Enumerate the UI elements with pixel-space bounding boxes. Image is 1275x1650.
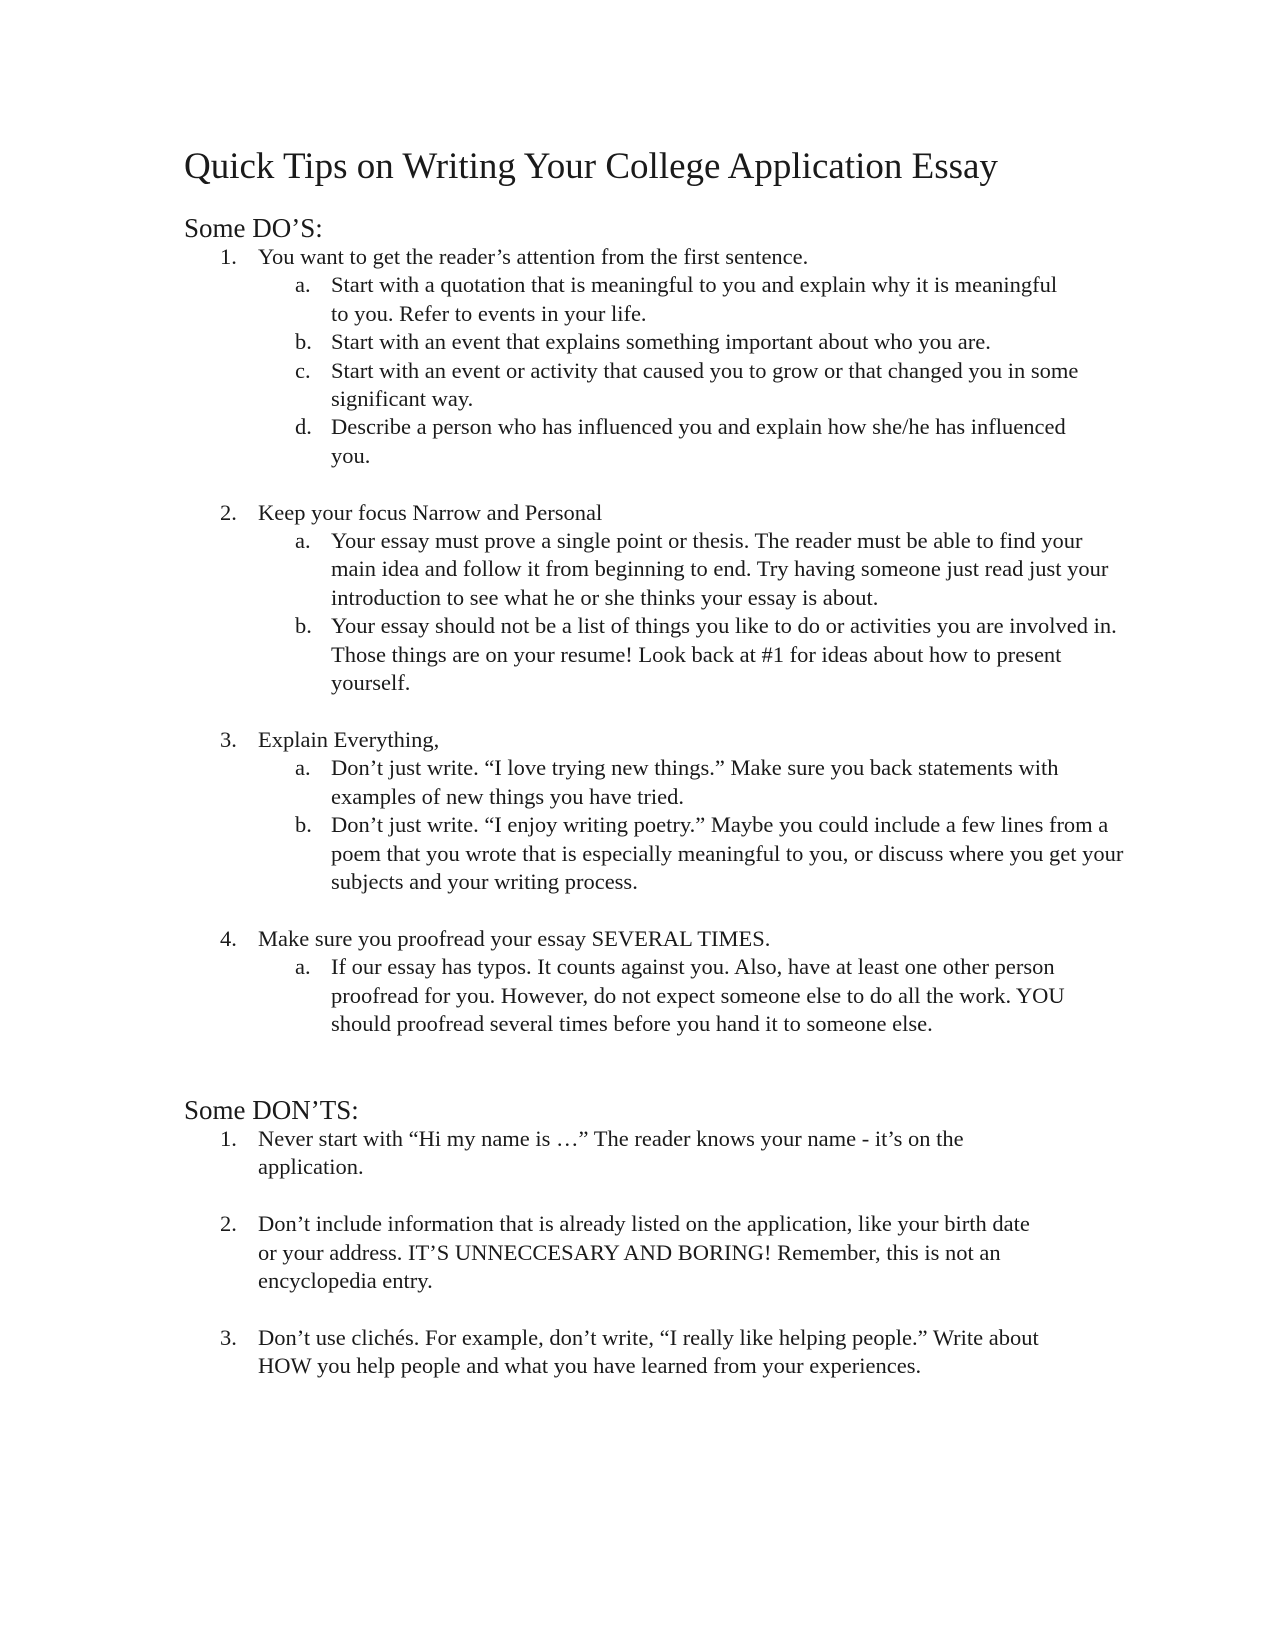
donts-item bbox=[184, 1210, 1184, 1295]
sub-item-letter: b. bbox=[295, 613, 312, 639]
item-text: Make sure you proofread your essay SEVERAL TIMES. bbox=[258, 925, 771, 951]
sub-item bbox=[258, 811, 1126, 896]
sub-item bbox=[258, 357, 1126, 414]
item-number: 1. bbox=[220, 244, 237, 269]
sub-list bbox=[258, 754, 1184, 896]
sub-item-text: Describe a person who has influenced you and explain how she/he has influenced you. bbox=[331, 414, 1066, 468]
sub-item bbox=[258, 612, 1131, 697]
item-text: Don’t include information that is already listed on the application, like your birth date or your address. IT’S UNNECCESARY AND BORING! Remember, this is not an encyclopedia entry. bbox=[258, 1211, 1030, 1294]
sub-item-letter: d. bbox=[295, 414, 312, 440]
sub-item-letter: a. bbox=[295, 954, 311, 980]
item-number: 3. bbox=[220, 1324, 237, 1350]
sub-item-letter: a. bbox=[295, 755, 311, 781]
dos-item bbox=[184, 726, 1184, 896]
sub-item-text: Don’t just write. “I love trying new things.” Make sure you back statements with examples of new things you have tried. bbox=[331, 755, 1059, 809]
dos-item bbox=[184, 499, 1184, 698]
item-text: Never start with “Hi my name is …” The reader knows your name - it’s on the application. bbox=[258, 1126, 964, 1180]
sub-item bbox=[258, 953, 1116, 1038]
item-text: Don’t use clichés. For example, don’t write, “I really like helping people.” Write about HOW you help people and what you have learned from your experiences. bbox=[258, 1324, 1039, 1379]
dos-item bbox=[184, 243, 1184, 470]
document-title: Quick Tips on Writing Your College Application Essay bbox=[184, 146, 998, 187]
item-text: Explain Everything, bbox=[258, 726, 440, 752]
dos-list bbox=[184, 243, 1184, 1038]
sub-item-text: If our essay has typos. It counts against you. Also, have at least one other person proofread for you. However, do not expect someone else to do all the work. YOU should proofread several times before you hand it to someone else. bbox=[331, 954, 1065, 1036]
dos-item bbox=[184, 925, 1184, 1039]
sub-item bbox=[258, 527, 1131, 612]
sub-item-text: Start with a quotation that is meaningful to you and explain why it is meaningful to you. Refer to events in your life. bbox=[331, 272, 1058, 326]
item-number: 4. bbox=[220, 925, 237, 951]
donts-list bbox=[184, 1125, 1184, 1381]
item-number: 3. bbox=[220, 726, 237, 752]
sub-item-text: Start with an event or activity that caused you to grow or that changed you in some significant way. bbox=[331, 357, 1079, 412]
donts-item bbox=[184, 1324, 1184, 1381]
sub-item-letter: b. bbox=[295, 812, 312, 838]
sub-item-letter: b. bbox=[295, 329, 312, 355]
donts-item bbox=[184, 1125, 1184, 1182]
sub-item-letter: c. bbox=[295, 357, 311, 383]
dos-heading: Some DO’S: bbox=[184, 213, 323, 243]
sub-item bbox=[258, 328, 1111, 356]
sub-list bbox=[258, 271, 1184, 470]
sub-item bbox=[258, 271, 1061, 328]
sub-item-text: Start with an event that explains something important about who you are. bbox=[331, 329, 991, 355]
sub-item-letter: a. bbox=[295, 272, 311, 298]
donts-heading: Some DON’TS: bbox=[184, 1095, 359, 1125]
sub-list bbox=[258, 953, 1184, 1038]
item-number: 1. bbox=[220, 1126, 237, 1151]
sub-item-text: Your essay should not be a list of things you like to do or activities you are involved in. Those things are on your resume! Look back at #1 for ideas about how to present yourself. bbox=[331, 613, 1117, 696]
sub-item bbox=[258, 413, 1091, 470]
sub-item-letter: a. bbox=[295, 528, 311, 554]
item-text: You want to get the reader’s attention from the first sentence. bbox=[258, 244, 809, 269]
sub-item-text: Don’t just write. “I enjoy writing poetry.” Maybe you could include a few lines from a poem that you wrote that is especially meaningful to you, or discuss where you get your subjects and your writing process. bbox=[331, 812, 1124, 894]
item-number: 2. bbox=[220, 499, 237, 525]
sub-item bbox=[258, 754, 1071, 811]
item-text: Keep your focus Narrow and Personal bbox=[258, 499, 603, 525]
item-number: 2. bbox=[220, 1211, 237, 1237]
sub-item-text: Your essay must prove a single point or thesis. The reader must be able to find your main idea and follow it from beginning to end. Try having someone just read just your introduction to see what he or she thinks your essay is about. bbox=[331, 528, 1109, 610]
sub-list bbox=[258, 527, 1184, 697]
